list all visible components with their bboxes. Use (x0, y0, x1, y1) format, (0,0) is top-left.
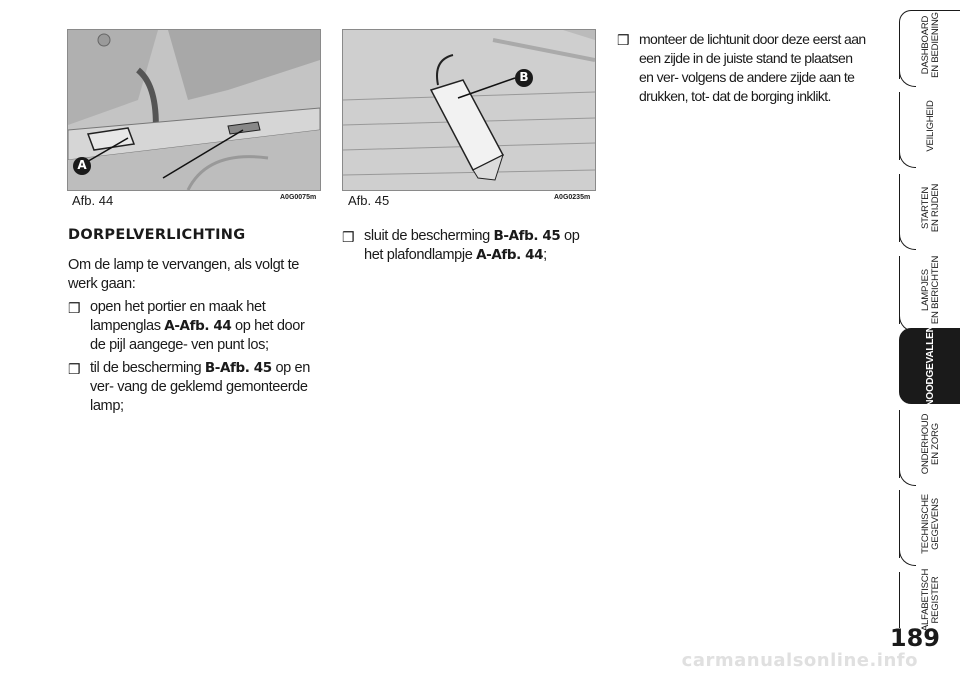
figure-44-code: A0G0075m (280, 194, 317, 201)
bullet-box-icon: ❒ (68, 361, 81, 377)
lamp-unit-illustration (343, 30, 595, 190)
bullet-box-icon: ❒ (342, 229, 355, 245)
door-sill-illustration (68, 30, 320, 190)
column-right (617, 30, 869, 106)
step-2: ❒ til de bescherming B-Afb. 45 op en ver- vang de geklemd gemonteerde lamp; (68, 360, 310, 414)
tab-technische[interactable]: TECHNISCHE GEGEVENS (899, 490, 960, 558)
figure-45-image (342, 29, 596, 191)
column-middle (342, 227, 594, 265)
figure-44-caption: Afb. 44 (72, 193, 114, 208)
figure-45-caption: Afb. 45 (348, 193, 390, 208)
page-number: 189 (889, 624, 940, 652)
step-3: ❒ sluit de bescherming B-Afb. 45 op het plafondlampje A-Afb. 44; (342, 228, 580, 263)
bullet-box-icon: ❒ (617, 32, 629, 48)
section-title: DORPELVERLICHTING (68, 227, 246, 243)
bullet-box-icon: ❒ (68, 300, 81, 316)
step-1: ❒ open het portier en maak het lampenglas A-Afb. 44 op het door de pijl aangege- ven punt los; (68, 299, 305, 353)
step-4: ❒ monteer de lichtunit door deze eerst aan een zijde in de juiste stand te plaatsen en ver- volgens de andere zijde aan te drukken, tot- dat de borging inklikt. (617, 31, 866, 104)
figure-reference: A-Afb. 44 (476, 247, 544, 263)
figure-reference: B-Afb. 45 (493, 228, 561, 244)
figure-reference: A-Afb. 44 (164, 318, 232, 334)
section-intro: Om de lamp te vervangen, als volgt te werk gaan: (68, 257, 299, 292)
tab-lampjes[interactable]: LAMPJES EN BERICHTEN (899, 256, 960, 324)
tab-dashboard[interactable]: DASHBOARD EN BEDIENING (899, 10, 960, 79)
column-left (68, 226, 322, 416)
watermark-text: carmanualsonline.info (681, 650, 918, 671)
chapter-tab-strip (885, 0, 960, 677)
tab-noodgevallen[interactable]: NOODGEVALLEN (899, 328, 960, 404)
tab-starten[interactable]: STARTEN EN RIJDEN (899, 174, 960, 242)
figure-44-image (67, 29, 321, 191)
figure-44-callout: A (77, 158, 87, 172)
tab-veiligheid[interactable]: VEILIGHEID (899, 92, 960, 160)
figure-45-callout: B (519, 70, 529, 84)
tab-alfabetisch[interactable]: ALFABETISCH REGISTER (899, 572, 960, 628)
figure-reference: B-Afb. 45 (204, 360, 272, 376)
tab-onderhoud[interactable]: ONDERHOUD EN ZORG (899, 410, 960, 478)
figure-45-code: A0G0235m (554, 194, 591, 201)
